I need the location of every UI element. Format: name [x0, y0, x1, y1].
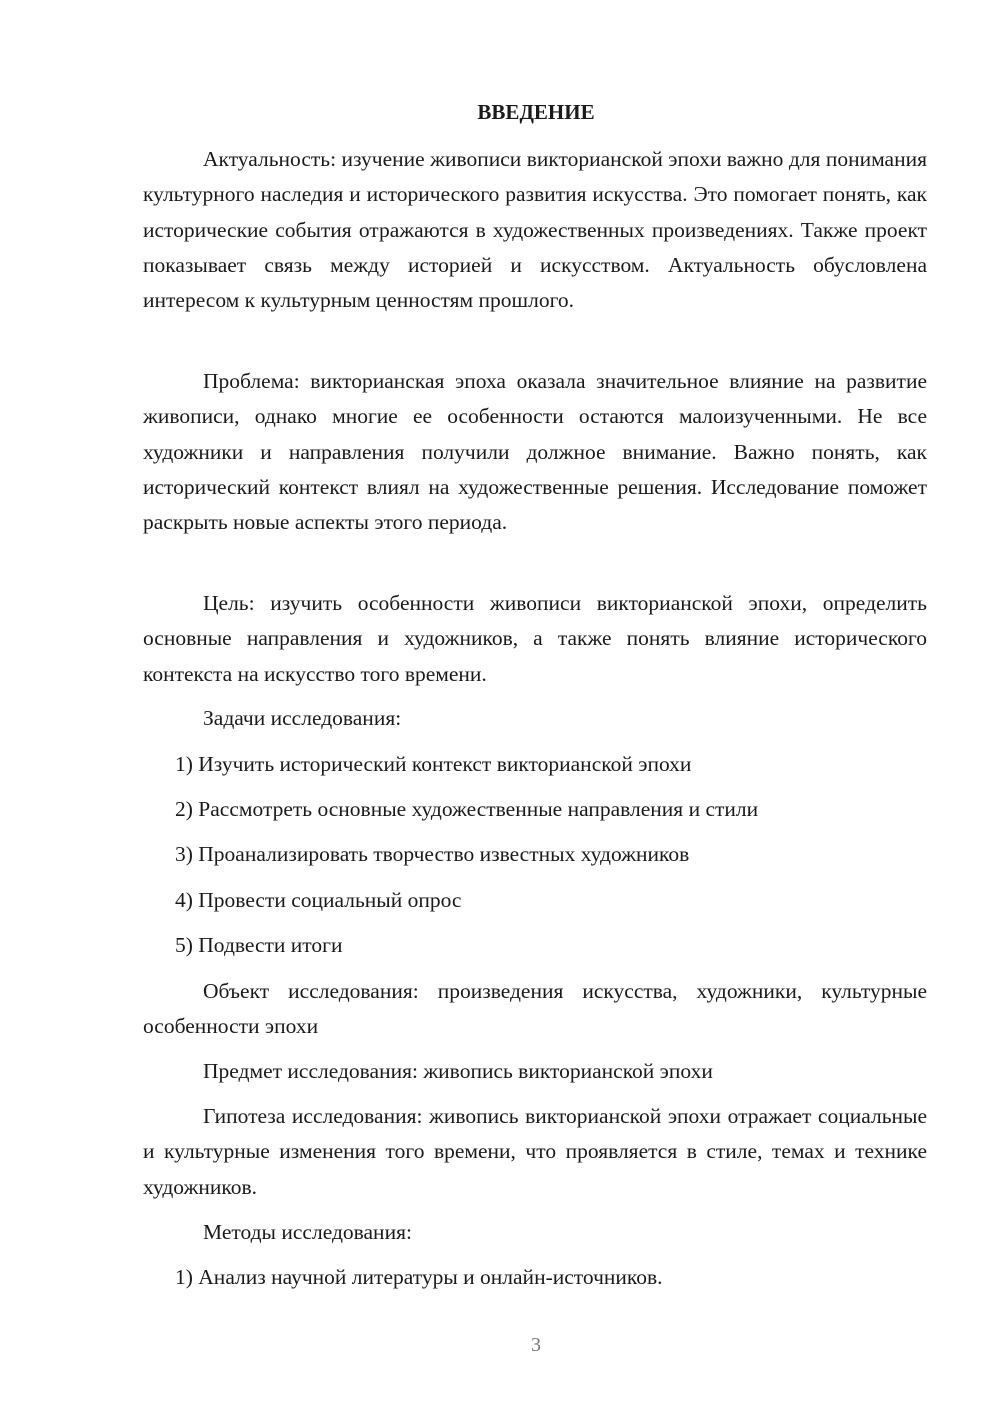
goal-paragraph: Цель: изучить особенности живописи викторианской эпохи, определить основные направления и художников, а также понять влияние исторического контекста на искусство того времени. — [143, 591, 927, 686]
problem-paragraph: Проблема: викторианская эпоха оказала значительное влияние на развитие живописи, однако многие ее особенности остаются малоизученными. Не все художники и направления получили должное внимание. Важно понять, как исторический контекст влиял на художественные решения. Исследование поможет раскрыть новые аспекты этого периода. — [143, 369, 927, 535]
tasks-title: Задачи исследования: — [203, 706, 402, 730]
task-item: 2) Рассмотреть основные художественные направления и стили — [175, 797, 759, 821]
method-item: 1) Анализ научной литературы и онлайн-источников. — [175, 1265, 663, 1289]
task-item: 3) Проанализировать творчество известных художников — [175, 842, 690, 866]
task-item: 4) Провести социальный опрос — [175, 888, 462, 912]
hypothesis-paragraph: Гипотеза исследования: живопись викторианской эпохи отражает социальные и культурные изменения того времени, что проявляется в стиле, темах и технике художников. — [143, 1104, 927, 1199]
task-item: 5) Подвести итоги — [175, 933, 343, 957]
object-paragraph: Объект исследования: произведения искусства, художники, культурные особенности эпохи — [143, 979, 927, 1039]
task-item: 1) Изучить исторический контекст викторианской эпохи — [175, 752, 692, 776]
relevance-paragraph: Актуальность: изучение живописи викторианской эпохи важно для понимания культурного наследия и исторического развития искусства. Это помогает понять, как исторические события отражаются в художественных произведениях. Также проект показывает связь между историей и искусством. Актуальность обусловлена интересом к культурным ценностям прошлого. — [143, 147, 927, 313]
section-heading: ВВЕДЕНИЕ — [477, 100, 595, 124]
methods-title: Методы исследования: — [203, 1220, 412, 1244]
subject-paragraph: Предмет исследования: живопись викторианской эпохи — [203, 1059, 713, 1083]
page-number: 3 — [531, 1334, 541, 1356]
